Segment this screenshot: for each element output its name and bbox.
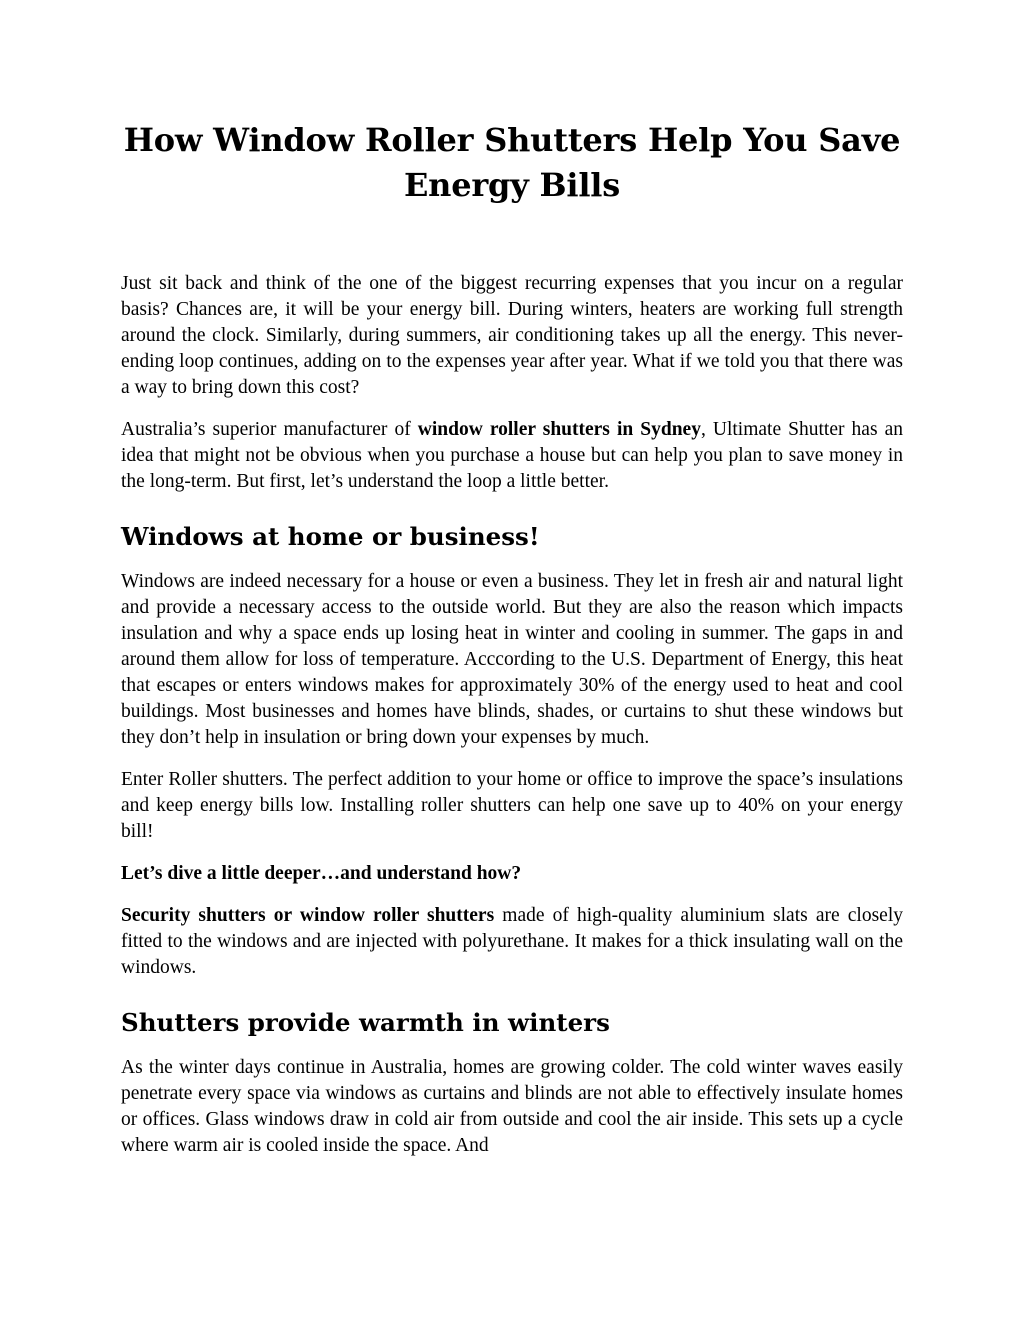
roller-shutters-paragraph: Enter Roller shutters. The perfect addition to your home or office to improve the space’s insulations and keep energy bills low. Installing roller shutters can help one save up to 40% on your energy bill! <box>121 769 903 842</box>
winters-paragraph: As the winter days continue in Australia, homes are growing colder. The cold winter waves easily penetrate every space via windows as curtains and blinds are not able to effectively insulate homes or offices. Glass windows draw in cold air from outside and cool the air inside. This sets up a cycle where warm air is cooled inside the space. And <box>121 1057 903 1156</box>
section-heading-windows: Windows at home or business! <box>121 522 540 551</box>
windows-paragraph: Windows are indeed necessary for a house or even a business. They let in fresh air and natural light and provide a necessary access to the outside world. But they are also the reason which impacts insulation and why a space ends up losing heat in winter and cooling in summer. The gaps in and around them allow for loss of temperature. Acccording to the U.S. Department of Energy, this heat that escapes or enters windows makes for approximately 30% of the energy used to heat and cool buildings. Most businesses and homes have blinds, shades, or curtains to shut these windows but they don’t help in insulation or bring down your expenses by much. <box>121 571 903 748</box>
security-shutters-paragraph <box>121 903 903 981</box>
security-shutters-text: made of high-quality aluminium slats are closely fitted to the windows and are injected with polyurethane. It makes for a thick insulating wall on the windows. <box>121 905 903 978</box>
section-heading-winters: Shutters provide warmth in winters <box>121 1008 610 1037</box>
manufacturer-text-tail: , Ultimate Shutter has an idea that might not be obvious when you purchase a house but can help you plan to save money in the long-term. But first, let’s understand the loop a little better. <box>121 419 903 492</box>
manufacturer-bold-phrase: window roller shutters in Sydney <box>417 419 701 440</box>
manufacturer-text-lead: Australia’s superior manufacturer of <box>121 419 418 440</box>
intro-paragraph: Just sit back and think of the one of the biggest recurring expenses that you incur on a regular basis? Chances are, it will be your energy bill. During winters, heaters are working full strength around the clock. Similarly, during summers, air conditioning takes up all the energy. This never-ending loop continues, adding on to the expenses year after year. What if we told you that there was a way to bring down this cost? <box>121 273 903 398</box>
document-body <box>121 118 903 1159</box>
dive-deeper-subheading: Let’s dive a little deeper…and understand how? <box>121 863 522 884</box>
manufacturer-paragraph <box>121 417 903 495</box>
security-shutters-bold-phrase: Security shutters or window roller shutters <box>121 905 495 926</box>
document-title: How Window Roller Shutters Help You Save Energy Bills <box>123 121 901 204</box>
